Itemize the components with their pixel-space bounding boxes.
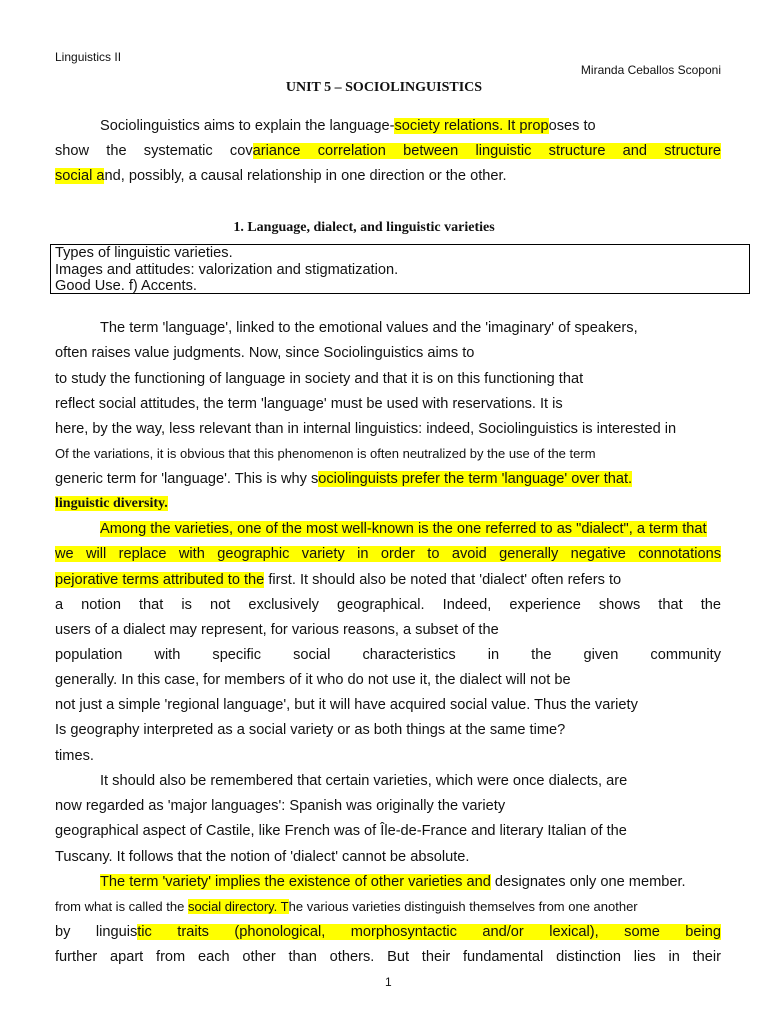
text-segment: from what is called the <box>55 899 188 914</box>
text-segment: a notion that is not exclusively geographical. Indeed, experience shows that the <box>55 597 721 613</box>
text-line <box>55 672 721 688</box>
text-line <box>55 546 721 562</box>
highlighted-text: Among the varieties, one of the most well-known is the one referred to as "dialect", a term that <box>100 521 707 537</box>
text-segment: to study the functioning of language in society and that it is on this functioning that <box>55 371 584 387</box>
text-segment: first. It should also be noted that 'dialect' often refers to <box>264 572 622 588</box>
text-line <box>55 345 721 361</box>
text-segment: he various varieties distinguish themselves from one another <box>288 899 638 914</box>
text-segment: here, by the way, less relevant than in internal linguistics: indeed, Sociolinguistics is interested in <box>55 421 677 437</box>
text-line <box>55 496 721 512</box>
text-line <box>55 143 721 159</box>
text-line <box>55 722 721 738</box>
box-line: Types of linguistic varieties. <box>55 245 233 261</box>
text-segment: nd, possibly, a causal relationship in one direction or the other. <box>104 168 507 184</box>
text-segment: It should also be remembered that certain varieties, which were once dialects, are <box>100 773 628 789</box>
text-line <box>55 899 721 914</box>
text-line <box>55 396 721 412</box>
highlighted-text: tic traits (phonological, morphosyntactic and/or lexical), some being <box>137 924 722 940</box>
text-line <box>55 849 721 865</box>
text-segment: Tuscany. It follows that the notion of 'dialect' cannot be absolute. <box>55 849 470 865</box>
highlighted-text: linguistic diversity. <box>55 496 168 511</box>
box-line: Good Use. f) Accents. <box>55 278 197 294</box>
text-segment: show the systematic cov <box>55 143 253 159</box>
text-segment: often raises value judgments. Now, since Sociolinguistics aims to <box>55 345 475 361</box>
text-line <box>100 773 721 789</box>
text-segment: reflect social attitudes, the term 'language' must be used with reservations. It is <box>55 396 563 412</box>
text-segment: times. <box>55 748 94 764</box>
text-line <box>55 949 721 965</box>
text-line <box>100 521 721 537</box>
topics-box <box>50 244 750 294</box>
text-line <box>55 823 721 839</box>
text-line <box>100 118 721 134</box>
text-line <box>55 371 721 387</box>
text-line <box>55 748 721 764</box>
text-segment: Of the variations, it is obvious that this phenomenon is often neutralized by the use of the term <box>55 446 596 461</box>
text-line <box>55 647 721 663</box>
text-segment: population with specific social characteristics in the given community <box>55 647 721 663</box>
page-number: 1 <box>385 975 392 989</box>
highlighted-text: The term 'variety' implies the existence of other varieties and <box>100 874 491 890</box>
text-line <box>55 924 721 940</box>
text-segment: generic term for 'language'. This is why s <box>55 471 319 487</box>
highlighted-text: ariance correlation between linguistic structure and structure <box>252 143 721 159</box>
text-line <box>55 421 721 437</box>
text-segment: The term 'language', linked to the emotional values and the 'imaginary' of speakers, <box>100 320 638 336</box>
text-segment: now regarded as 'major languages': Spanish was originally the variety <box>55 798 506 814</box>
text-segment: users of a dialect may represent, for various reasons, a subset of the <box>55 622 499 638</box>
text-segment: oses to <box>548 118 596 134</box>
text-line <box>55 446 721 461</box>
text-segment: geographical aspect of Castile, like French was of Île-de-France and literary Italian of the <box>55 823 627 839</box>
text-line <box>100 874 721 890</box>
text-line <box>100 320 721 336</box>
highlighted-text: social directory. T <box>187 899 289 914</box>
highlighted-text: social a <box>55 168 105 184</box>
text-segment: by linguis <box>55 924 138 940</box>
text-segment: generally. In this case, for members of it who do not use it, the dialect will not be <box>55 672 571 688</box>
highlighted-text: pejorative terms attributed to the <box>55 572 265 588</box>
highlighted-text: we will replace with geographic variety in order to avoid generally negative connotations <box>55 546 721 562</box>
text-segment: designates only one member. <box>490 874 686 890</box>
text-line <box>55 168 721 184</box>
section-heading: 1. Language, dialect, and linguistic varieties <box>233 220 495 235</box>
text-segment: not just a simple 'regional language', but it will have acquired social value. Thus the variety <box>55 697 638 713</box>
box-line: Images and attitudes: valorization and stigmatization. <box>55 261 399 278</box>
page-title: UNIT 5 – SOCIOLINGUISTICS <box>285 80 483 95</box>
text-segment: Is geography interpreted as a social variety or as both things at the same time? <box>55 722 566 738</box>
text-line <box>55 622 721 638</box>
text-line <box>55 597 721 613</box>
highlighted-text: society relations. It prop <box>394 118 549 134</box>
text-line <box>55 572 721 588</box>
highlighted-text: ociolinguists prefer the term 'language' over that. <box>318 471 633 487</box>
text-segment: Sociolinguistics aims to explain the language- <box>100 118 395 134</box>
header-right: Miranda Ceballos Scoponi <box>580 63 721 77</box>
header-left: Linguistics II <box>55 50 122 64</box>
text-line <box>55 697 721 713</box>
text-segment: further apart from each other than others. But their fundamental distinction lies in their <box>55 949 721 965</box>
text-line <box>55 798 721 814</box>
text-line <box>55 471 721 487</box>
